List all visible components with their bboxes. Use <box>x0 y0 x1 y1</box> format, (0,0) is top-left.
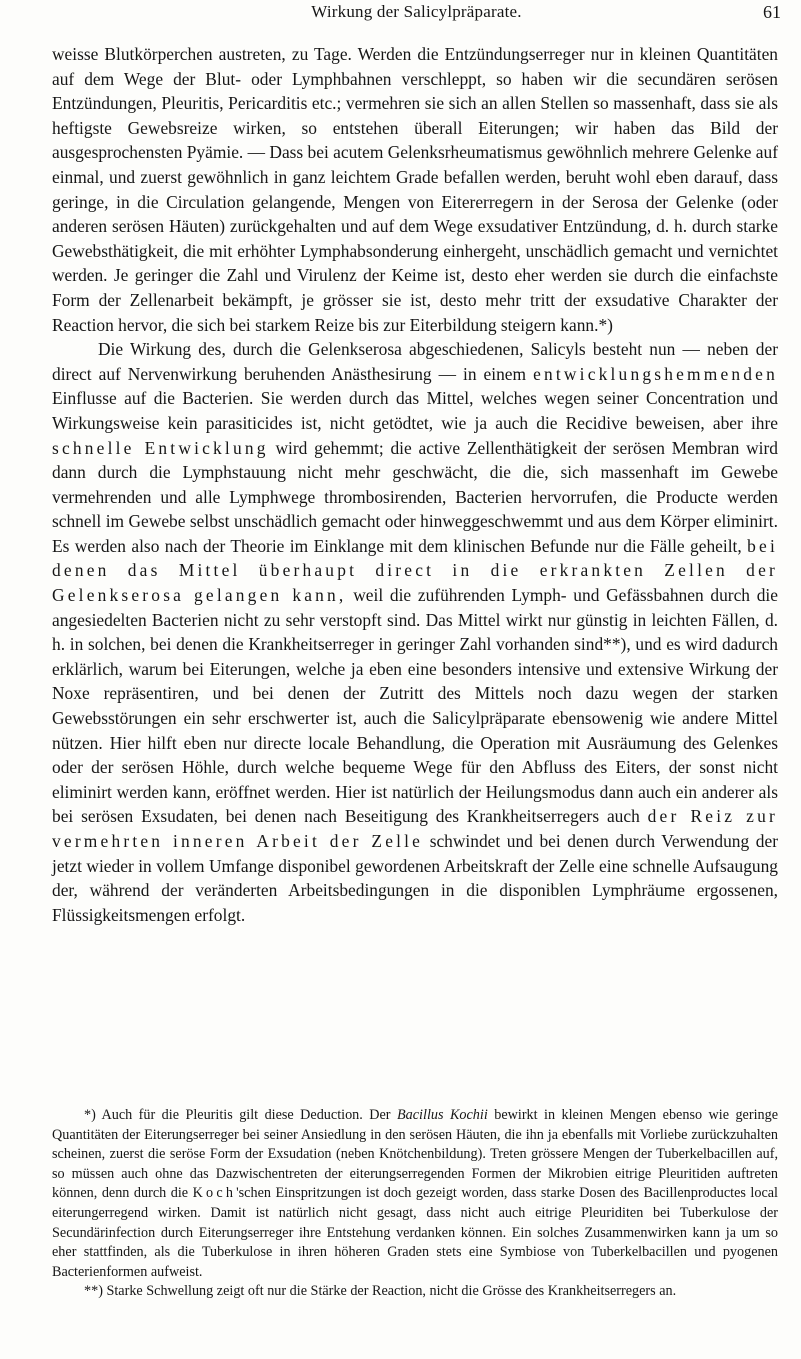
footnote-1-text-c: bewirkt in kleinen Mengen ebenso wie geringe Quantitäten der Eiterungserreger bei seiner Ansiedlung in den serösen Häuten, die ihn ja ebenfalls mit Vorliebe zurückzuhalten scheinen, zuerst die seröse Form der Exsudation (neben Knötchenbildung). Treten grössere Mengen der Tuberkelbacillen auf, so müssen auch ohne das Dazwischentreten der eiterungserregenden Formen der Mikrobien eitrige Pleuritiden auftreten können, denn durch die <box>52 1107 778 1202</box>
footnote-2-text: **) Starke Schwellung zeigt oft nur die Stärke der Reaction, nicht die Grösse des Krankheitserregers an. <box>84 1283 677 1300</box>
footnote-1-text-a: *) Auch für die Pleuritis gilt diese Deduction. Der <box>84 1107 391 1123</box>
footnote-1-italic: Bacillus Kochii <box>397 1107 488 1123</box>
main-text <box>52 42 778 927</box>
paragraph-1-text: weisse Blutkörperchen austreten, zu Tage. Werden die Entzündungserreger nur in kleinen Quantitäten auf dem Wege der Blut- oder Lymphbahnen verschleppt, so haben wir die secundären serösen Entzündungen, Pleuritis, Pericarditis etc.; vermehren sie sich an allen Stellen so massenhaft, dass sie als heftigste Gewebsreize wirken, so entstehen überall Eiterungen; wir haben das Bild der ausgesprochensten Pyämie. — Dass bei acutem Gelenksrheumatismus gewöhnlich mehrere Gelenke auf einmal, und zuerst gewöhnlich in ganz leichtem Grade befallen werden, beruht wohl eben darauf, dass geringe, in die Circulation gelangende, Mengen von Eitererregern in der Serosa der Gelenke (oder anderen serösen Häuten) zurückgehalten und auf dem Wege exsudativer Entzündung, d. h. durch starke Gewebsthätigkeit, die mit erhöhter Lymphabsonderung einhergeht, unschädlich gemacht und vernichtet werden. Je geringer die Zahl und Virulenz der Keime ist, desto eher werden sie durch die einfachste Form der Zellenarbeit bekämpft, je grösser sie ist, desto mehr tritt der exsudative Charakter der Reaction hervor, die sich bei starkem Reize bis zur Eiterbildung steigern kann.*) <box>52 44 778 335</box>
footnote-1-spaced-name: Koch <box>192 1185 237 1202</box>
footnote-1 <box>52 1106 778 1282</box>
emphasis-entwicklungshemmenden: entwicklungshemmenden <box>533 363 778 384</box>
footnote-2 <box>52 1282 778 1302</box>
emphasis-reiz-arbeit: der Reiz zur vermehrten inneren Arbeit der Zelle <box>52 806 778 851</box>
running-title: Wirkung der Salicylpräparate. <box>311 2 522 21</box>
paragraph-2-text-c: Einflusse auf die Bacterien. Sie werden durch das Mittel, welches wegen seiner Concentration und Wirkungsweise kein parasiticides ist, nicht getödtet, wie ja auch die Recidive beweisen, aber ihre <box>52 388 778 433</box>
footnote-1-text-e: 'schen Einspritzungen ist doch gezeigt worden, dass starke Dosen des Bacillenproductes local eiterungerregend wirken. Damit ist natürlich nicht gesagt, dass nicht auch eitrige Pleuriditen bei Tuberkulose der Secundärinfection durch Eiterungserreger ihre Entstehung verdanken können. Ein solches Zusammenwirken kann ja um so eher stattfinden, als die Tuberkulose in ihren höheren Graden stets eine Symbiose von Tuberkelbacillen und pyogenen Bacterienformen aufweist. <box>52 1185 778 1280</box>
paragraph-1 <box>52 42 778 337</box>
emphasis-schnelle-entwicklung: schnelle Entwicklung <box>52 437 269 458</box>
page-number: 61 <box>763 2 781 22</box>
paragraph-2-text-a: Die Wirkung des, durch die Gelenkserosa abgeschiedenen, Salicyls besteht nun — neben der direct auf Nervenwirkung beruhenden Anästhesirung — in einem <box>52 339 778 384</box>
paragraph-2-text-i: schwindet und bei denen durch Verwendung der jetzt wieder in vollem Umfange disponibel gewordenen Arbeitskraft der Zelle eine schnelle Aufsaugung der, während der veränderten Arbeitsbedingungen in die disponiblen Lymphräume ergossenen, Flüssigkeitsmengen erfolgt. <box>52 831 778 925</box>
paragraph-2 <box>52 337 778 927</box>
paragraph-2-text-g: weil die zuführenden Lymph- und Gefässbahnen durch die angesiedelten Bacterien nicht zu sehr verstopft sind. Das Mittel wirkt nur günstig in leichten Fällen, d. h. in solchen, bei denen die Krankheitserreger in geringer Zahl vorhanden sind**), und es wird dadurch erklärlich, warum bei Eiterungen, welche ja eben eine besonders intensive und extensive Wirkung der Noxe repräsentiren, und bei denen der Zutritt des Mittels noch dazu wegen der starken Gewebsstörungen ein sehr erschwerter ist, auch die Salicylpräparate ebensowenig wie andere Mittel nützen. Hier hilft eben nur directe locale Behandlung, die Operation mit Ausräumung des Gelenkes oder der serösen Höhle, durch welche bequeme Wege für den Abfluss des Eiters, der sonst nicht eliminirt werden kann, eröffnet werden. Hier ist natürlich der Heilungsmodus dann auch ein anderer als bei serösen Exsudaten, bei denen nach Beseitigung des Krankheitserregers auch <box>52 585 778 827</box>
emphasis-mittel-direct: bei denen das Mittel überhaupt direct in die erkrankten Zellen der Gelenkserosa gelangen kann, <box>52 535 778 606</box>
running-header <box>52 2 781 32</box>
footnotes <box>52 1106 778 1302</box>
paragraph-2-text-e: wird gehemmt; die active Zellenthätigkeit der serösen Membran wird dann durch die Lymphstauung nicht mehr geschwächt, die die, sich massenhaft im Gewebe vermehrenden und alle Lymphwege thrombosirenden, Bacterien hervorrufen, die Producte werden schnell im Gewebe selbst unschädlich gemacht oder hinweggeschwemmt und aus dem Körper eliminirt. Es werden also nach der Theorie im Einklange mit dem klinischen Befunde nur die Fälle geheilt, <box>52 437 778 556</box>
